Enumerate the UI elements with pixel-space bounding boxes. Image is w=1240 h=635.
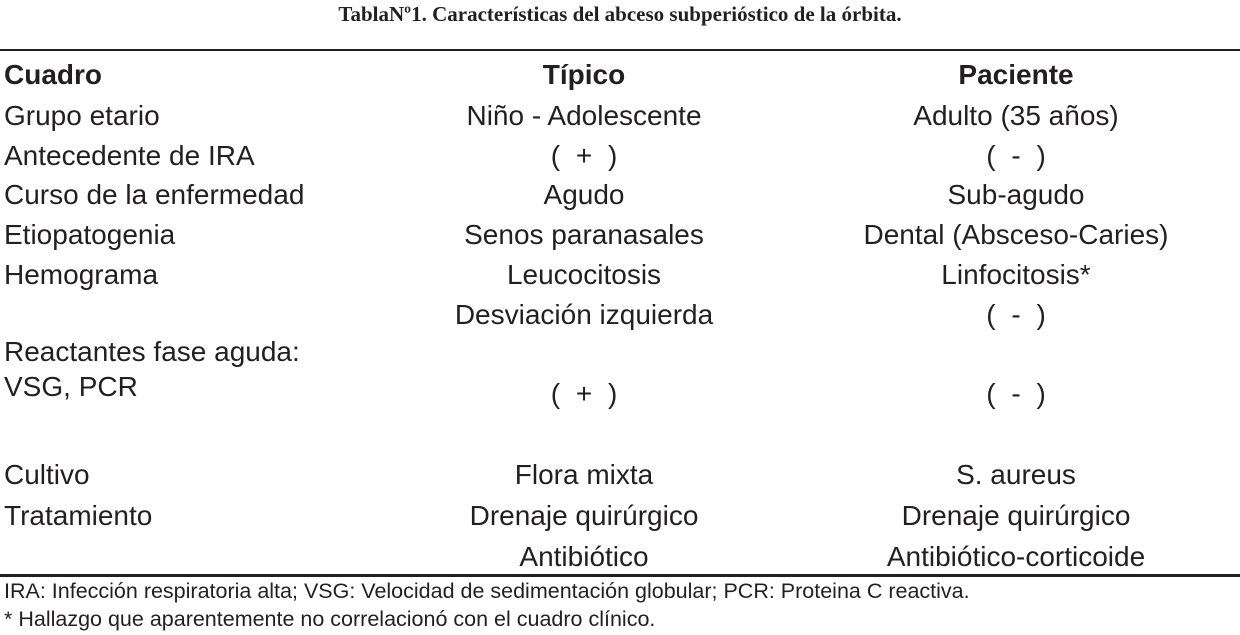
cell-paciente: Antibiótico-corticoide	[886, 541, 1146, 572]
header-cuadro: Cuadro	[4, 59, 102, 90]
table-caption: TablaNº1. Características del abceso subperióstico de la órbita.	[338, 2, 902, 26]
cell-paciente: Drenaje quirúrgico	[901, 500, 1131, 531]
cell-tipico: Flora mixta	[514, 459, 654, 490]
header-tipico: Típico	[542, 59, 626, 90]
cell-tipico: Desviación izquierda	[454, 299, 714, 330]
cell-paciente: ( - )	[986, 140, 1046, 171]
cell-paciente: ( - )	[986, 378, 1046, 409]
cell-paciente: Linfocitosis*	[941, 259, 1091, 290]
cell-cuadro: Hemograma	[4, 259, 159, 290]
footnote-abbreviations: IRA: Infección respiratoria alta; VSG: Velocidad de sedimentación globular; PCR: Proteina C reactiva.	[4, 579, 970, 603]
cell-paciente: Dental (Absceso-Caries)	[863, 219, 1169, 250]
cell-paciente: Sub-agudo	[947, 179, 1085, 210]
bottom-rule	[0, 574, 1240, 577]
cell-cuadro: Cultivo	[4, 459, 90, 490]
cell-cuadro: Curso de la enfermedad	[4, 179, 305, 210]
cell-tipico: ( + )	[550, 378, 618, 409]
cell-cuadro: Etiopatogenia	[4, 219, 176, 250]
footnote-asterisk: * Hallazgo que aparentemente no correlacionó con el cuadro clínico.	[4, 607, 656, 631]
cell-tipico: Senos paranasales	[464, 219, 704, 250]
cell-tipico: Drenaje quirúrgico	[469, 500, 699, 531]
top-rule	[0, 49, 1240, 51]
cell-cuadro: Tratamiento	[4, 500, 153, 531]
cell-tipico: Agudo	[543, 179, 625, 210]
cell-tipico: ( + )	[550, 140, 618, 171]
cell-paciente: S. aureus	[956, 459, 1076, 490]
cell-cuadro: VSG, PCR	[4, 371, 138, 402]
cell-cuadro: Grupo etario	[4, 100, 160, 131]
header-paciente: Paciente	[958, 59, 1074, 90]
cell-cuadro: Antecedente de IRA	[4, 140, 255, 171]
cell-paciente: Adulto (35 años)	[913, 100, 1119, 131]
cell-paciente: ( - )	[986, 299, 1046, 330]
cell-tipico: Antibiótico	[519, 541, 649, 572]
cell-tipico: Niño - Adolescente	[466, 100, 702, 131]
cell-tipico: Leucocitosis	[506, 259, 662, 290]
cell-cuadro: Reactantes fase aguda:	[4, 336, 300, 367]
